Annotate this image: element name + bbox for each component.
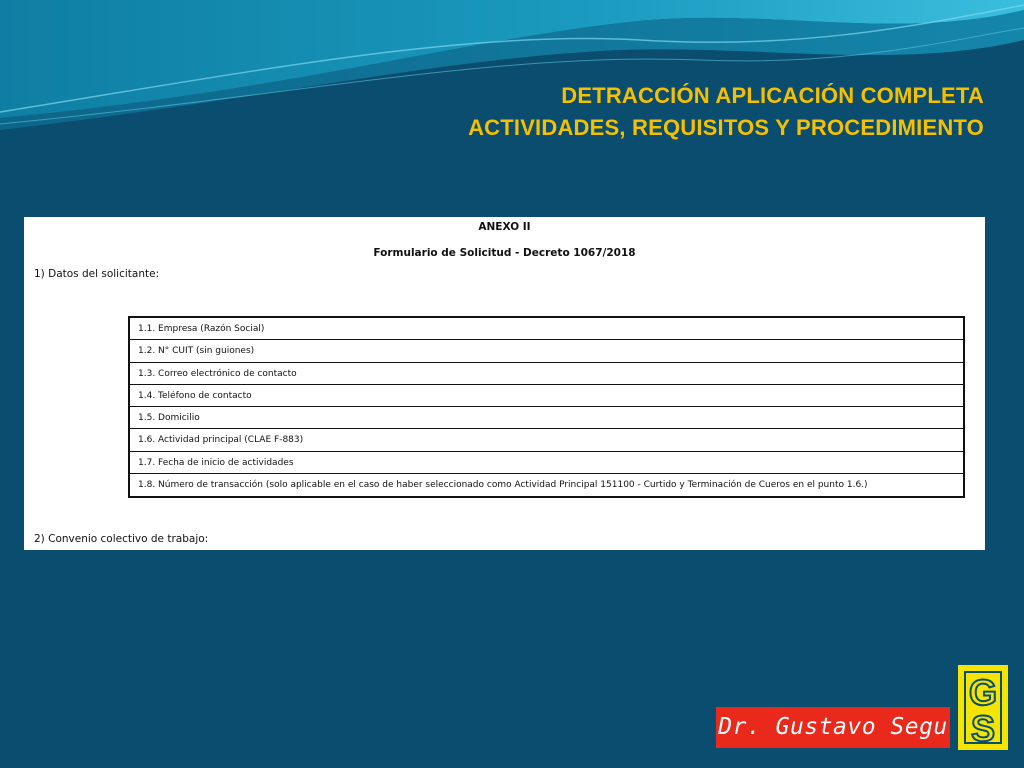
slide-title-line2: ACTIVIDADES, REQUISITOS Y PROCEDIMIENTO [468,115,984,140]
table-row: 1.7. Fecha de inicio de actividades [130,452,963,474]
slide-title [468,80,984,144]
section-heading-applicant: 1) Datos del solicitante: [34,268,160,280]
logo-letter-s: S [970,708,995,749]
table-row: 1.5. Domicilio [130,407,963,429]
author-signature: Dr. Gustavo Segu [716,707,950,748]
table-row: 1.1. Empresa (Razón Social) [130,318,963,340]
form-document-image [24,217,985,550]
logo-letter-g: G [968,672,997,713]
gs-logo [958,665,1008,750]
table-row: 1.2. N° CUIT (sin guiones) [130,340,963,362]
table-row: 1.4. Teléfono de contacto [130,385,963,407]
form-title: Formulario de Solicitud - Decreto 1067/2018 [373,247,636,259]
table-row: 1.6. Actividad principal (CLAE F-883) [130,429,963,451]
annex-title: ANEXO II [478,221,531,233]
table-row: 1.3. Correo electrónico de contacto [130,363,963,385]
table-row: 1.8. Número de transacción (solo aplicable en el caso de haber seleccionado como Actividad Principal 151100 - Curtido y Terminación de Cueros en el punto 1.6.) [138,479,868,490]
applicant-data-table [128,316,965,498]
slide-title-line1: DETRACCIÓN APLICACIÓN COMPLETA [561,83,984,108]
logo-frame [964,671,1002,749]
section-heading-labor-agreement: 2) Convenio colectivo de trabajo: [34,533,209,545]
